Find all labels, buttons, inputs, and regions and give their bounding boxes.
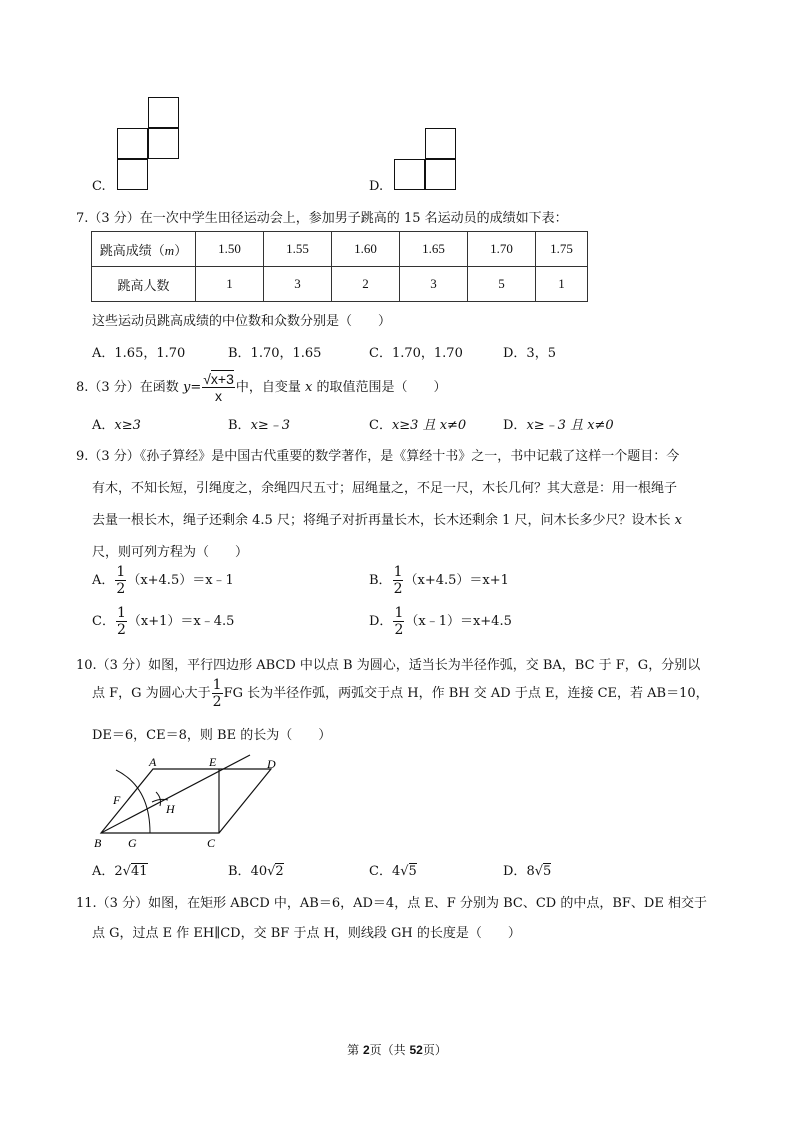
table-row: [92, 267, 588, 302]
q9-line3: 去量一根长木，绳子还剩余 4.5 尺；将绳子对折再量长木，长木还剩余 1 尺，问木长多少尺？设木长 x: [92, 513, 682, 528]
q10-option-b: B．40√2: [228, 864, 284, 879]
net-square: [148, 128, 179, 159]
parallelogram-abcd: [101, 769, 271, 833]
table-cell: 1: [536, 267, 588, 302]
q10-line2: 点 F，G 为圆心大于 $\frac{1}{2}$ FG 长为半径作弧，两弧交于点 H，作 BH 交 AD 于点 E，连接 CE，若 AB＝10，: [92, 677, 709, 710]
q10-line3: DE＝6，CE＝8，则 BE 的长为（ ）: [92, 728, 332, 743]
q7-score-table: [91, 231, 588, 302]
q7-option-c: C．1.70，1.70: [369, 346, 463, 361]
table-cell: 1.70: [468, 232, 536, 267]
q9-option-a: A． $\frac{1}{2}$ （x+4.5）＝x﹣1: [92, 564, 234, 597]
q9-line1: 9.（3 分）《孙子算经》是中国古代重要的数学著作，是《算经十书》之一，书中记载了这样一个题目：今: [76, 449, 680, 464]
radical-sign: √: [267, 864, 276, 879]
q7-question: 这些运动员跳高成绩的中位数和众数分别是（ ）: [92, 314, 392, 329]
label-g: G: [128, 836, 137, 850]
label-f: F: [113, 793, 121, 807]
q7-stem: 7.（3 分）在一次中学生田径运动会上，参加男子跳高的 15 名运动员的成绩如下表：: [76, 211, 568, 226]
q9-line2: 有木，不知长短，引绳度之，余绳四尺五寸；屈绳量之，不足一尺，木长几何？其大意是：用一根绳子: [92, 481, 678, 496]
table-cell: 1.75: [536, 232, 588, 267]
radical-sign: √: [400, 864, 409, 879]
q10-option-a: A．2√41: [92, 864, 148, 879]
q11-line2: 点 G，过点 E 作 EH∥CD，交 BF 于点 H，则线段 GH 的长度是（ ）: [92, 926, 521, 941]
q8-option-b: B．x≥﹣3: [228, 418, 291, 433]
segment-be: [101, 755, 250, 833]
net-square: [148, 97, 179, 128]
q9-line4: 尺，则可列方程为（ ）: [92, 545, 249, 560]
net-square: [394, 159, 425, 190]
radical-sign: √: [122, 864, 131, 879]
q8-option-c: C．x≥3 且 x≠0: [369, 418, 467, 433]
q7-option-a: A．1.65，1.70: [92, 346, 186, 361]
net-square: [425, 159, 456, 190]
q11-line1: 11.（3 分）如图，在矩形 ABCD 中，AB＝6，AD＝4，点 E、F 分别为 BC、CD 的中点，BF、DE 相交于: [76, 896, 707, 911]
q9-option-d: D． $\frac{1}{2}$ （x﹣1）＝x+4.5: [369, 605, 512, 638]
table-cell: 1.65: [400, 232, 468, 267]
q8-stem: 8.（3 分）在函数 y= $\frac{√x+3}{x}$ 中，自变量 x 的取值范围是（ ）: [76, 371, 447, 404]
net-square: [117, 128, 148, 159]
label-h: H: [166, 802, 175, 816]
q10-line1: 10.（3 分）如图，平行四边形 ABCD 中以点 B 为圆心，适当长为半径作弧，交 BA，BC 于 F，G，分别以: [76, 658, 701, 673]
net-square: [425, 128, 456, 159]
q8-fraction: $\frac{√x+3}{x}$: [203, 371, 234, 404]
table-cell: 1.50: [196, 232, 264, 267]
table-cell: 1.60: [332, 232, 400, 267]
table-row: [92, 232, 588, 267]
radical-sign: √: [534, 864, 544, 879]
radical-sign: √: [203, 371, 211, 387]
q8-option-a: A．x≥3: [92, 418, 141, 433]
label-b: B: [94, 836, 102, 850]
label-a: A: [149, 755, 157, 769]
label-e: E: [209, 755, 217, 769]
q6-option-c-label: C.: [92, 179, 106, 194]
table-cell: 2: [332, 267, 400, 302]
table-header-cell: 跳高人数: [92, 267, 196, 302]
q10-parallelogram-figure: [88, 752, 288, 852]
q9-option-b: B． $\frac{1}{2}$ （x+4.5）＝x+1: [369, 564, 509, 597]
page-number: 2: [362, 1043, 370, 1057]
q7-option-d: D．3，5: [503, 346, 556, 361]
label-d: D: [267, 757, 276, 771]
net-square: [117, 159, 148, 190]
q10-option-c: C．4√5: [369, 864, 417, 879]
label-c: C: [207, 836, 216, 850]
q8-option-d: D．x≥﹣3 且 x≠0: [503, 418, 614, 433]
q9-option-c: C． $\frac{1}{2}$ （x+1）＝x﹣4.5: [92, 605, 235, 638]
q10-option-d: D．8√5: [503, 864, 552, 879]
table-cell: 1: [196, 267, 264, 302]
q6-option-d-label: D.: [369, 179, 384, 194]
page-total: 52: [409, 1043, 423, 1057]
table-header-cell: 跳高成绩（m）: [92, 232, 196, 267]
q7-option-b: B．1.70，1.65: [228, 346, 322, 361]
table-cell: 3: [400, 267, 468, 302]
table-cell: 1.55: [264, 232, 332, 267]
table-cell: 5: [468, 267, 536, 302]
page-footer: 第 2页（共 52页）: [347, 1043, 447, 1057]
table-cell: 3: [264, 267, 332, 302]
